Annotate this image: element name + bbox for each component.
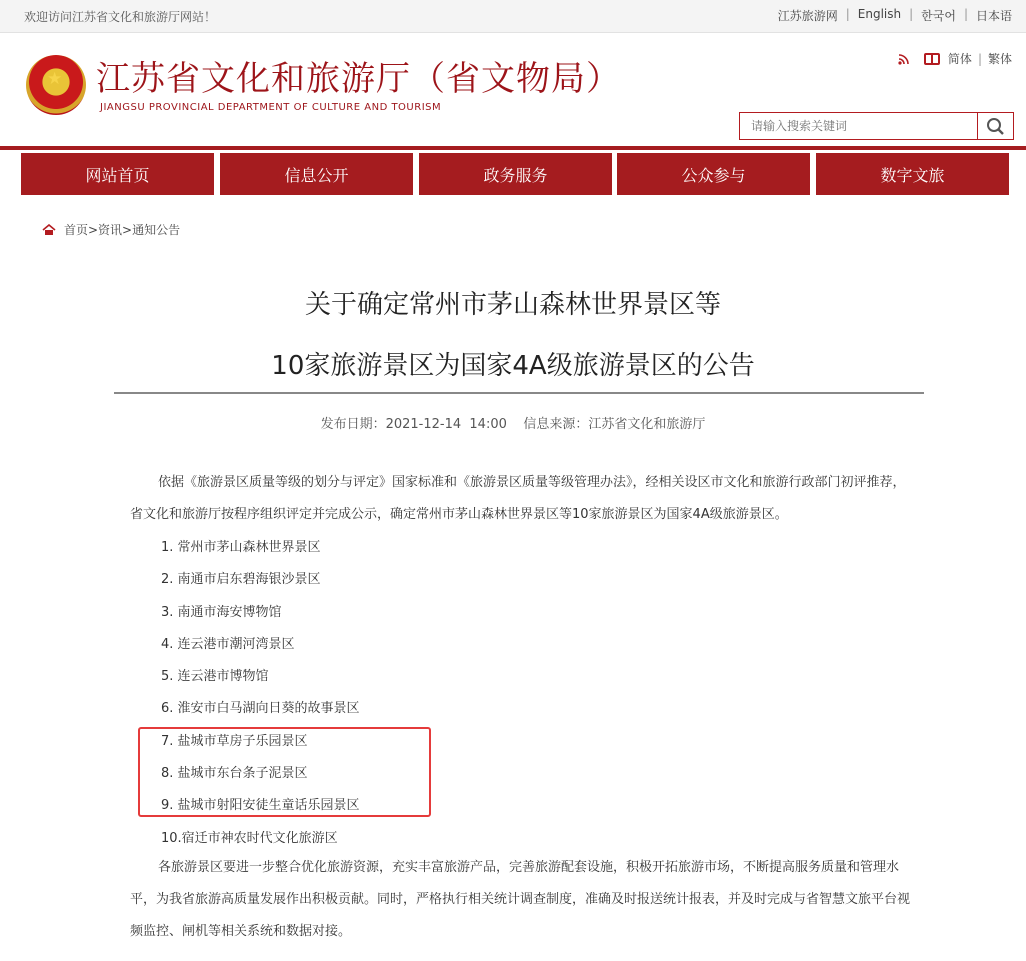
list-item: 6. 淮安市白马湖向日葵的故事景区 bbox=[161, 701, 360, 717]
link-japanese[interactable]: 日本语 bbox=[975, 9, 1012, 23]
list-item: 7. 盐城市草房子乐园景区 bbox=[161, 733, 308, 749]
welcome-text: 欢迎访问江苏省文化和旅游厅网站！ bbox=[24, 10, 217, 24]
accessibility-book-icon[interactable] bbox=[924, 53, 940, 65]
main-nav bbox=[0, 150, 1026, 198]
site-header bbox=[0, 33, 1026, 145]
star-icon: ★ bbox=[47, 69, 63, 89]
top-links bbox=[778, 7, 1012, 24]
article-meta: 发布日期：2021-12-14 14:00 信息来源：江苏省文化和旅游厅 bbox=[320, 417, 706, 432]
article-title-line-2: 10家旅游景区为国家4A级旅游景区的公告 bbox=[271, 351, 755, 381]
breadcrumb bbox=[42, 221, 180, 238]
top-bar bbox=[0, 0, 1026, 33]
home-icon bbox=[42, 224, 56, 236]
link-korean[interactable]: 한국어 bbox=[921, 9, 956, 23]
search-input[interactable] bbox=[740, 113, 978, 139]
rss-icon[interactable] bbox=[898, 53, 910, 65]
list-item: 9. 盐城市射阳安徒生童话乐园景区 bbox=[161, 798, 360, 814]
nav-info-disclosure[interactable]: 信息公开 bbox=[220, 153, 413, 195]
list-item: 2. 南通市启东碧海银沙景区 bbox=[161, 572, 321, 588]
nav-home[interactable]: 网站首页 bbox=[21, 153, 214, 195]
highlight-box bbox=[138, 727, 431, 817]
list-item: 5. 连云港市博物馆 bbox=[161, 669, 269, 685]
intro-paragraph: 依据《旅游景区质量等级的划分与评定》国家标准和《旅游景区质量等级管理办法》，经相关设区市文化和旅游行政部门初评推荐，省文化和旅游厅按程序组织评定并完成公示，确定常州市茅山森林世界景区等10家旅游景区为国家4A级旅游景区。 bbox=[130, 475, 906, 522]
nav-digital-culture-tourism[interactable]: 数字文旅 bbox=[816, 153, 1009, 195]
breadcrumb-text[interactable]: 首页>资讯>通知公告 bbox=[64, 223, 181, 237]
list-item: 1. 常州市茅山森林世界景区 bbox=[161, 540, 321, 555]
header-tools bbox=[898, 50, 1012, 67]
list-item: 8. 盐城市东台条子泥景区 bbox=[161, 766, 308, 782]
separator: | bbox=[909, 7, 914, 21]
search-icon bbox=[978, 113, 1014, 139]
traditional-chinese-link[interactable]: 繁体 bbox=[987, 52, 1012, 66]
nav-public-participation[interactable]: 公众参与 bbox=[617, 153, 810, 195]
article-title-line-1: 关于确定常州市茅山森林世界景区等 bbox=[304, 290, 721, 320]
site-title[interactable]: 江苏省文化和旅游厅（省文物局） bbox=[96, 59, 621, 99]
list-item: 4. 连云港市潮河湾景区 bbox=[161, 636, 295, 652]
nav-government-services[interactable]: 政务服务 bbox=[419, 153, 612, 195]
link-jiangsu-tourism[interactable]: 江苏旅游网 bbox=[777, 9, 838, 23]
title-divider bbox=[114, 392, 924, 394]
outro-paragraph: 各旅游景区要进一步整合优化旅游资源，充实丰富旅游产品，完善旅游配套设施，积极开拓旅游市场，不断提高服务质量和管理水平，为我省旅游高质量发展作出积极贡献。同时，严格执行相关统计调查制度，准确及时报送统计报表，并及时完成与省智慧文旅平台视频监控、闸机等相关系统和数据对接。 bbox=[130, 860, 911, 939]
separator: | bbox=[977, 51, 982, 66]
separator: | bbox=[963, 7, 968, 21]
site-subtitle: JIANGSU PROVINCIAL DEPARTMENT OF CULTURE AND TOURISM bbox=[100, 102, 442, 113]
separator: | bbox=[845, 7, 850, 21]
link-english[interactable]: English bbox=[857, 7, 902, 21]
simplified-chinese-link[interactable]: 简体 bbox=[947, 52, 972, 66]
search-button[interactable] bbox=[977, 113, 1013, 139]
list-item: 10.宿迁市神农时代文化旅游区 bbox=[161, 830, 338, 846]
list-item: 3. 南通市海安博物馆 bbox=[161, 604, 282, 620]
search-box bbox=[739, 112, 1014, 140]
national-emblem-logo[interactable] bbox=[26, 55, 86, 115]
